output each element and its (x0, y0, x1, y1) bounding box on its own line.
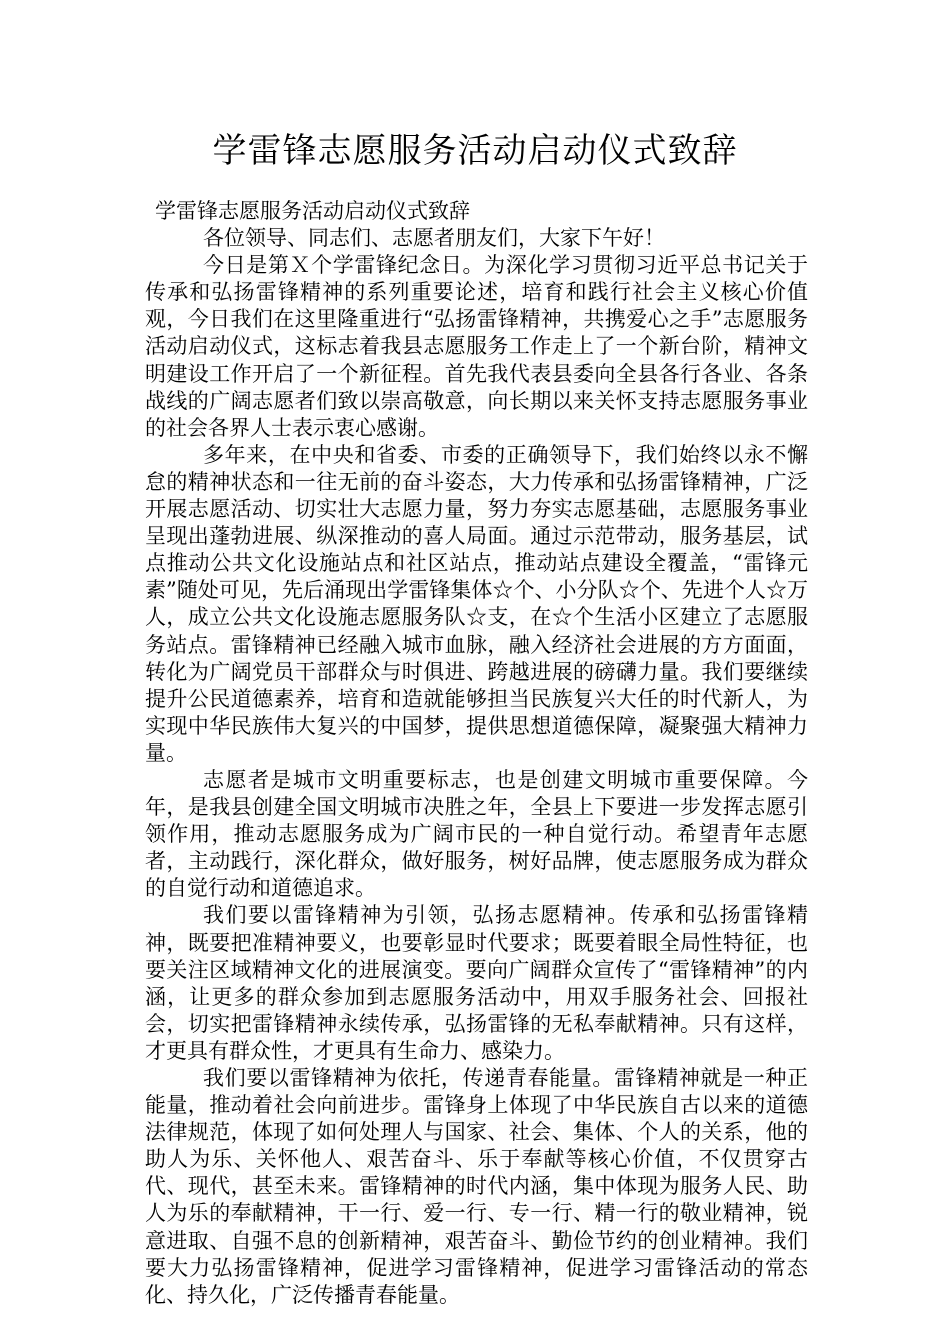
paragraph-opening: 今日是第Ｘ个学雷锋纪念日。为深化学习贯彻习近平总书记关于传承和弘扬雷锋精神的系列重要论述，培育和践行社会主义核心价值观，今日我们在这里隆重进行“弘扬雷锋精神，共携爱心之手”志愿服务活动启动仪式，这标志着我县志愿服务工作走上了一个新台阶，精神文明建设工作开启了一个新征程。首先我代表县委向全县各行各业、各条战线的广阔志愿者们致以崇高敬意，向长期以来关怀支持志愿服务事业的社会各界人士表示衷心感谢。 (145, 253, 808, 440)
paragraph-guidance: 我们要以雷锋精神为引领，弘扬志愿精神。传承和弘扬雷锋精神，既要把准精神要义，也要彰显时代要求；既要着眼全局性特征，也要关注区域精神文化的进展演变。要向广阔群众宣传了“雷锋精神”的内涵，让更多的群众参加到志愿服务活动中，用双手服务社会、回报社会，切实把雷锋精神永续传承，弘扬雷锋的无私奉献精神。只有这样，才更具有群众性，才更具有生命力、感染力。 (145, 903, 808, 1063)
paragraph-greeting: 各位领导、同志们、志愿者朋友们，大家下午好！ (203, 226, 665, 251)
document-body (145, 198, 808, 1309)
document-subtitle: 学雷锋志愿服务活动启动仪式致辞 (155, 199, 470, 223)
document-title: 学雷锋志愿服务活动启动仪式致辞 (212, 131, 738, 171)
paragraph-youth-energy: 我们要以雷锋精神为依托，传递青春能量。雷锋精神就是一种正能量，推动着社会向前进步。雷锋身上体现了中华民族自古以来的道德法律规范，体现了如何处理人与国家、社会、集体、个人的关系，他的助人为乐、关怀他人、艰苦奋斗、乐于奉献等核心价值，不仅贯穿古代、现代，甚至未来。雷锋精神的时代内涵，集中体现为服务人民、助人为乐的奉献精神，干一行、爱一行、专一行、精一行的敬业精神，锐意进取、自强不息的创新精神，艰苦奋斗、勤俭节约的创业精神。我们要大力弘扬雷锋精神，促进学习雷锋精神，促进学习雷锋活动的常态化、持久化，广泛传播青春能量。 (145, 1066, 808, 1307)
paragraph-volunteers: 志愿者是城市文明重要标志，也是创建文明城市重要保障。今年，是我县创建全国文明城市决胜之年，全县上下要进一步发挥志愿引领作用，推动志愿服务成为广阔市民的一种自觉行动。希望青年志愿者，主动践行，深化群众，做好服务，树好品牌，使志愿服务成为群众的自觉行动和道德追求。 (145, 767, 808, 901)
paragraph-achievements: 多年来，在中央和省委、市委的正确领导下，我们始终以永不懈怠的精神状态和一往无前的奋斗姿态，大力传承和弘扬雷锋精神，广泛开展志愿活动、切实壮大志愿力量，努力夯实志愿基础，志愿服务事业呈现出蓬勃进展、纵深推动的喜人局面。通过示范带动，服务基层，试点推动公共文化设施站点和社区站点，推动站点建设全覆盖，“雷锋元素”随处可见，先后涌现出学雷锋集体☆个、小分队☆个、先进个人☆万人，成立公共文化设施志愿服务队☆支，在☆个生活小区建立了志愿服务站点。雷锋精神已经融入城市血脉，融入经济社会进展的方方面面，转化为广阔党员干部群众与时俱进、跨越进展的磅礴力量。我们要继续提升公民道德素养，培育和造就能够担当民族复兴大任的时代新人，为实现中华民族伟大复兴的中国梦，提供思想道德保障，凝聚强大精神力量。 (145, 442, 808, 765)
